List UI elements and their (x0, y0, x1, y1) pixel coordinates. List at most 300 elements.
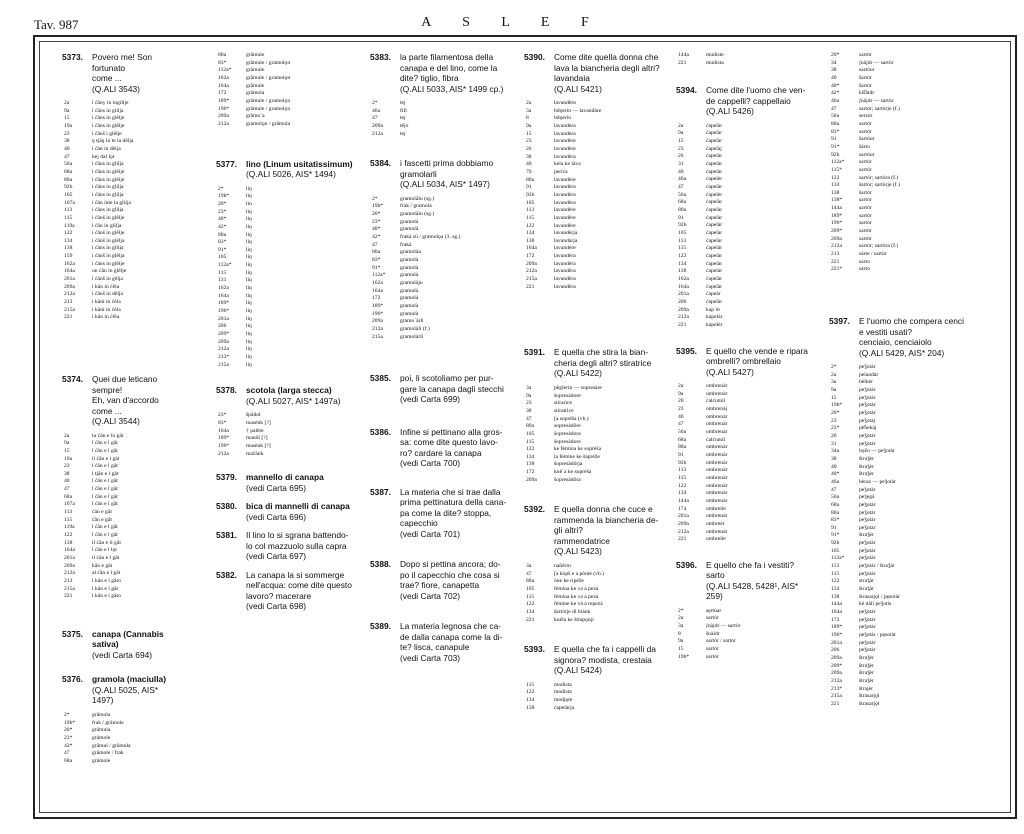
dialect-form: ombrenàr (706, 459, 728, 466)
question-entry (62, 629, 174, 661)
dialect-form: ćapelàr (706, 298, 723, 305)
response-row (676, 207, 816, 215)
locality-code: 215a (831, 693, 842, 700)
locality-code: 2a (64, 100, 70, 106)
question-line: bica di mannelli di canapa (246, 501, 350, 512)
locality-code: 138 (678, 268, 687, 275)
dialect-form: sartòr; sartòra (f.) (859, 174, 899, 181)
locality-code: 9a (678, 390, 684, 397)
locality-code: 196* (831, 220, 843, 227)
question-entry (62, 674, 174, 706)
locality-code: 115 (64, 516, 73, 523)
locality-code: 189* (218, 300, 230, 307)
response-row (676, 398, 816, 406)
dialect-form: liŋ (246, 285, 252, 292)
dialect-form: lavandèra (554, 253, 576, 260)
response-row (524, 431, 664, 439)
locality-code: 134 (64, 237, 73, 244)
question-line: Come dite quella donna che (554, 52, 659, 62)
question-line: signora? modista, crestaia (554, 654, 652, 665)
dialect-form: † palète (246, 427, 264, 434)
response-row (829, 632, 969, 640)
locality-code: 164a (526, 245, 537, 252)
locality-code: 122 (526, 446, 535, 453)
locality-code: 26 (831, 432, 837, 439)
response-row (62, 131, 174, 139)
dialect-form: ombreèr (706, 520, 725, 527)
question-line: (vedi Carta 699) (400, 394, 461, 405)
dialect-form: i ćāns in glêĺje (92, 168, 125, 175)
question-entry (676, 346, 816, 378)
locality-code: 164a (218, 292, 229, 299)
locality-code: 83* (218, 59, 227, 66)
dialect-form: šopresàdôrja (554, 461, 583, 468)
locality-code: 138 (64, 539, 73, 546)
locality-code: 23 (64, 463, 70, 470)
locality-code: 83* (831, 128, 840, 135)
locality-code: 164a (64, 268, 75, 275)
response-row (216, 186, 356, 194)
response-row (676, 123, 816, 131)
dialect-form: l kān e l gāto (92, 578, 121, 584)
dialect-form: štraǯèr (859, 463, 874, 470)
response-list (524, 100, 664, 291)
locality-code: 46a (678, 176, 687, 183)
locality-code: 2* (831, 364, 837, 371)
response-row (370, 257, 512, 265)
question-line: ombrelli? ombrellaio (706, 356, 781, 367)
dialect-form: liŋ (246, 208, 252, 215)
response-row (829, 60, 969, 68)
locality-code: 213 (64, 299, 73, 306)
dialect-form: liŋ (246, 246, 252, 253)
dialect-form: tějo (400, 122, 409, 129)
dialect-form: šàrtu (859, 143, 870, 150)
dialect-form: pelandàr (859, 371, 879, 378)
locality-code: 122 (678, 252, 687, 259)
response-list (829, 52, 969, 274)
locality-code: 206 (831, 647, 840, 654)
column-1 (62, 52, 174, 774)
dialect-form: masènk [?] (246, 419, 271, 426)
dialect-form: lavandère (554, 214, 576, 221)
response-row (829, 448, 969, 456)
dialect-form: liŋ (246, 315, 252, 322)
dialect-form: grāmule / gramolǫn (246, 97, 291, 104)
response-row (62, 276, 174, 284)
dialect-form: štrasarjǫ́l (859, 700, 880, 707)
locality-code: 134 (678, 260, 687, 267)
response-row (62, 547, 174, 555)
locality-code: 209a (526, 260, 537, 267)
dialect-form: bèraz — peǯotàr (859, 478, 896, 485)
question-line: (Q.ALI 5428, 5428¹, AIS* (706, 580, 799, 591)
response-row (62, 593, 174, 601)
response-row (829, 647, 969, 655)
question-line: (Q.ALI 5427) (706, 366, 754, 377)
locality-code: 162a (218, 285, 229, 292)
question-line: come ... (92, 73, 122, 83)
dialect-form: liŋ (246, 239, 252, 246)
dialect-form: liŋ (246, 193, 252, 200)
locality-code: 134 (678, 490, 687, 497)
dialect-form: ombrenàr (706, 451, 728, 458)
dialect-form: peǯotàr (859, 555, 876, 562)
locality-code: 56a (678, 191, 687, 198)
response-row (524, 461, 664, 469)
dialect-form: grāmule / gramolǫn (246, 105, 291, 112)
locality-code: 91 (678, 214, 684, 221)
dialect-form: gramo˙àrli (400, 318, 424, 325)
dialect-form: manôl [?] (246, 435, 268, 442)
locality-code: 46a (831, 97, 840, 104)
response-row (524, 705, 664, 713)
response-row (829, 425, 969, 433)
response-row (524, 123, 664, 131)
dialect-form: bǫ̀žo — peǯotàr (859, 448, 895, 455)
entry-number: 5387. (370, 486, 391, 497)
locality-code: 68a (831, 501, 840, 508)
question-line: canapa e del lino, come la (400, 62, 498, 73)
response-row (829, 433, 969, 441)
question-line: E quello che vende e ripara (706, 345, 808, 356)
question-line: (Q.ALI 5429, AIS* 204) (859, 347, 945, 358)
dialect-form: ćapelàrja (554, 704, 575, 711)
response-row (829, 190, 969, 198)
locality-code: 162a (372, 280, 383, 286)
response-row (370, 326, 512, 334)
dialect-form: i kāni in ćêĺa (92, 299, 121, 306)
response-row (524, 594, 664, 602)
response-row (829, 67, 969, 75)
locality-code: 112a* (831, 555, 845, 562)
response-row (370, 196, 512, 204)
question-line: (vedi Carta 695) (246, 482, 307, 493)
dialect-form: ombrelèr (706, 536, 727, 543)
dialect-form: sęrtùar (706, 607, 722, 614)
response-row (370, 131, 512, 139)
locality-code: 80a (831, 120, 840, 127)
response-row (62, 314, 174, 322)
dialect-form: špādol (246, 412, 261, 419)
locality-code: 201a (64, 276, 75, 283)
response-row (829, 594, 969, 602)
dialect-form: gramulà (400, 272, 419, 279)
locality-code: 115 (831, 570, 840, 577)
locality-code: 209a (64, 562, 75, 569)
entry-number: 5382. (216, 569, 237, 580)
locality-code: 209a (64, 283, 75, 290)
locality-code: 20* (372, 211, 381, 218)
response-row (62, 517, 174, 525)
response-row (62, 100, 174, 108)
response-row (216, 354, 356, 362)
response-row (524, 115, 664, 123)
locality-code: 122 (64, 532, 73, 539)
dialect-form: sartòr (859, 197, 872, 204)
locality-code: 164a (218, 427, 229, 434)
response-row (829, 418, 969, 426)
dialect-form: grāmule (246, 82, 265, 89)
response-row (676, 498, 816, 506)
locality-code: 2a (64, 432, 70, 439)
locality-code: 115 (678, 245, 687, 252)
dialect-form: ćapelàr (706, 260, 723, 267)
locality-code: 9a (64, 107, 70, 114)
question-line: nell'acqua: come dite questo (246, 580, 352, 591)
response-row (524, 131, 664, 139)
dialect-form: fifi (400, 107, 407, 114)
response-row (829, 402, 969, 410)
dialect-form: i kāni in ćêĺa (92, 306, 121, 313)
question-line: pa come la dite? stoppa, (400, 507, 492, 518)
dialect-form: šopresàdore (554, 392, 581, 399)
question-line: (Q.ALI 5426) (706, 106, 754, 117)
response-row (524, 469, 664, 477)
dialect-form: ombrenàr (706, 383, 728, 390)
dialect-form: stirarìce (554, 400, 573, 407)
dialect-form: gramulà (400, 302, 419, 309)
dialect-form: štrasarjǫ́l (859, 693, 880, 700)
dialect-form: ćapeàr (706, 291, 721, 298)
response-row (524, 284, 664, 292)
locality-code: 105 (64, 191, 73, 198)
locality-code: 8 (526, 115, 529, 122)
question-line: Il lino lo si sgrana battendo- (246, 530, 349, 541)
dialect-form: i ćāns in gliĺja (92, 191, 124, 198)
response-row (524, 439, 664, 447)
response-row (524, 423, 664, 431)
response-row (216, 239, 356, 247)
locality-code: 80a (678, 207, 687, 214)
response-row (62, 720, 174, 728)
locality-code: 47 (64, 153, 70, 160)
dialect-form: i ćānš in gêĺja (92, 276, 123, 283)
dialect-form: l ćān e l gāt (92, 501, 118, 508)
response-row (676, 307, 816, 315)
locality-code: 221 (678, 536, 687, 543)
dialect-form: štraǯàr (859, 586, 874, 593)
question-line: (Q.ALI 3543) (92, 83, 140, 94)
dialect-form: masènk [?] (246, 442, 271, 449)
response-row (216, 209, 356, 217)
response-row (829, 578, 969, 586)
response-row (524, 601, 664, 609)
question-line: te? lisca, canapule (400, 642, 470, 653)
locality-code: 80a (372, 249, 381, 256)
dialect-form: kapelàr (706, 314, 723, 321)
locality-code: 68a (64, 168, 73, 175)
response-row (829, 113, 969, 121)
locality-code: 91* (831, 532, 840, 539)
response-row (370, 334, 512, 342)
response-row (829, 502, 969, 510)
response-row (676, 314, 816, 322)
dialect-form: gramolālu (sg.) (400, 211, 435, 218)
locality-code: 40* (831, 471, 840, 478)
question-line: Povero me! Son fortunato (92, 52, 153, 73)
response-row (829, 517, 969, 525)
locality-code: 115* (831, 166, 842, 173)
response-row (62, 494, 174, 502)
locality-code: 42* (372, 234, 381, 241)
locality-code: 38 (64, 138, 70, 145)
dialect-form: sartòr (859, 128, 872, 135)
question-line: Quei due leticano sempre! (92, 374, 158, 395)
response-row (216, 90, 356, 98)
dialect-form: grāmola (246, 90, 265, 97)
locality-code: 68a (64, 493, 73, 500)
dialect-form: l ćān e l gāt (92, 524, 118, 531)
dialect-form: frak / grāmole (92, 719, 124, 726)
dialect-form: modìsta (554, 689, 572, 696)
locality-code: 8 (678, 630, 681, 637)
response-row (829, 182, 969, 190)
response-row (62, 215, 174, 223)
response-row (829, 563, 969, 571)
locality-code: 19b* (372, 203, 384, 210)
response-row (676, 529, 816, 537)
response-row (524, 138, 664, 146)
response-row (524, 385, 664, 393)
locality-code: 9a (678, 130, 684, 137)
dialect-form: sopresàdôre (554, 423, 581, 430)
response-row (62, 261, 174, 269)
question-line: prima pettinatura della cana- (400, 497, 507, 508)
dialect-form: kšǐ̄àtdr (859, 90, 875, 97)
locality-code: 115 (526, 593, 535, 600)
response-row (524, 563, 664, 571)
question-entry (524, 644, 664, 676)
locality-code: 23* (831, 425, 840, 432)
response-row (524, 454, 664, 462)
question-line: gramola (maciulla) (92, 674, 167, 685)
locality-code: 189* (372, 302, 384, 309)
response-row (829, 655, 969, 663)
response-row (524, 207, 664, 215)
response-row (829, 464, 969, 472)
locality-code: 105 (526, 199, 535, 206)
dialect-form: ćapelàr (706, 161, 723, 168)
dialect-form: peǯotàr (859, 486, 876, 493)
response-list (370, 196, 512, 341)
dialect-form: bèlkèr (859, 379, 873, 386)
dialect-form: liŋ (246, 292, 252, 299)
response-row (216, 451, 356, 459)
response-row (62, 154, 174, 162)
dialect-form: lavandèra (554, 191, 576, 198)
response-row (829, 471, 969, 479)
dialect-form: peǯotàr / štraǯàr (859, 563, 895, 570)
response-row (62, 230, 174, 238)
response-row (524, 177, 664, 185)
locality-code: 92b (678, 222, 687, 229)
locality-code: 26 (526, 145, 532, 152)
locality-code: 92b (526, 191, 535, 198)
dialect-form: grāmola (92, 711, 111, 718)
response-row (676, 467, 816, 475)
question-line: lava la biancheria degli altri? (554, 62, 660, 73)
response-row (216, 232, 356, 240)
question-line: de dalla canapa come la di- (400, 631, 503, 642)
locality-code: 215a (526, 276, 537, 283)
question-line: (vedi Carta 696) (246, 511, 307, 522)
dialect-form: peǯotàr (859, 524, 876, 531)
response-row (676, 192, 816, 200)
dialect-form: gramulà (400, 310, 419, 317)
dialect-form: i ćāns in gliĺja (92, 107, 124, 114)
dialect-form: sartòr (859, 235, 872, 242)
question-line: (Q.ALI 5422) (554, 368, 602, 379)
locality-code: 201a (218, 315, 229, 322)
locality-code: 38 (64, 470, 70, 477)
dialect-form: sartòur (859, 67, 875, 74)
locality-code: 209a (372, 122, 383, 129)
locality-code: 9a (526, 392, 532, 399)
response-row (676, 161, 816, 169)
entry-number: 5373. (62, 52, 83, 62)
locality-code: 115 (678, 474, 687, 481)
locality-code: 112a* (218, 67, 232, 74)
locality-code: 206 (678, 298, 687, 305)
entry-number: 5396. (676, 559, 697, 570)
response-row (829, 555, 969, 563)
locality-code: 2a (678, 383, 684, 390)
response-row (216, 60, 356, 68)
locality-code: 2a (678, 615, 684, 622)
locality-code: 56a (64, 161, 73, 168)
locality-code: 23* (218, 412, 227, 419)
response-list (62, 712, 174, 766)
dialect-form: ône ke ripèže (554, 578, 584, 585)
response-row (62, 743, 174, 751)
response-row (216, 247, 356, 255)
entry-number: 5386. (370, 426, 391, 437)
response-row (524, 169, 664, 177)
locality-code: 122 (678, 482, 687, 489)
question-entry (216, 159, 356, 180)
dialect-form: kap˙èr (706, 306, 721, 313)
dialect-form: ćalćumìl (706, 398, 726, 405)
dialect-form: šartòr; sartòrje (f.) (859, 182, 900, 189)
response-row (370, 295, 512, 303)
locality-code: 15 (64, 447, 70, 454)
entry-number: 5383. (370, 52, 391, 62)
question-line: 259) (706, 591, 723, 602)
response-row (216, 193, 356, 201)
dialect-form: liŋ (246, 254, 252, 261)
locality-code: 209a (218, 338, 229, 345)
dialect-form: i ćāns in gliĺja (92, 184, 124, 191)
dialect-form: kè dàli peǯotis (859, 601, 892, 608)
response-row (829, 609, 969, 617)
entry-number: 5393. (524, 644, 545, 655)
response-row (216, 428, 356, 436)
question-entry (524, 504, 664, 557)
response-row (370, 100, 512, 108)
response-row (676, 291, 816, 299)
response-row (829, 364, 969, 372)
dialect-form: peǯotàr (859, 387, 876, 393)
locality-code: 162a (64, 260, 75, 267)
dialect-form: ŋ ŧjāŋ in te la dêĺja (92, 138, 134, 145)
locality-code: 92b (678, 459, 687, 466)
dialect-form: fèmina ke va a pezà (554, 593, 599, 600)
dialect-form: il ćān e il gāt (92, 539, 121, 546)
locality-code: 209* (218, 331, 230, 338)
response-row (524, 108, 664, 116)
response-row (216, 106, 356, 114)
